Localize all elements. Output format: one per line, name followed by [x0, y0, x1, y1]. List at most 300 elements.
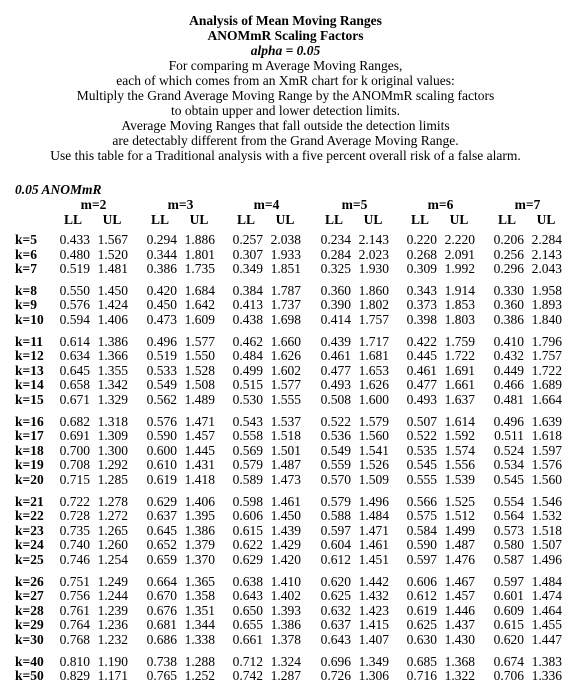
- cell-ul: 1.457: [444, 588, 475, 604]
- cell-ul: 1.602: [270, 362, 301, 378]
- cell-ll: 0.810: [59, 653, 90, 669]
- cell-ul: 1.471: [358, 522, 389, 538]
- cell-ul: 1.461: [270, 493, 301, 509]
- cell-ul: 1.840: [531, 312, 562, 327]
- cell-ll: 0.590: [146, 428, 177, 444]
- cell-ll: 0.674: [493, 653, 524, 669]
- header-alpha: alpha = 0.05: [250, 43, 321, 58]
- cell-ll: 0.681: [146, 617, 177, 633]
- cell-ul: 1.386: [184, 522, 215, 538]
- cell-ll: 0.555: [406, 472, 437, 487]
- cell-ul: 1.309: [97, 428, 128, 444]
- cell-ll: 0.708: [59, 457, 90, 473]
- cell-ll: 0.349: [232, 261, 263, 277]
- cell-ll: 0.579: [320, 493, 351, 509]
- cell-ll: 0.638: [232, 573, 263, 589]
- cell-ll: 0.685: [406, 653, 437, 669]
- cell-ll: 0.550: [59, 282, 90, 298]
- header-title: Analysis of Mean Moving Ranges: [189, 13, 382, 28]
- cell-ll: 0.484: [232, 348, 263, 364]
- cell-ul: 1.933: [270, 246, 301, 262]
- cell-ll: 0.629: [232, 552, 263, 567]
- cell-ul: 1.484: [358, 508, 389, 524]
- cell-ll: 0.622: [232, 537, 263, 553]
- column-header-m: m=6: [427, 197, 454, 212]
- cell-ll: 0.522: [320, 413, 351, 429]
- row-label-k: k=24: [15, 537, 44, 553]
- cell-ll: 0.545: [406, 457, 437, 473]
- cell-ul: 1.351: [184, 602, 215, 618]
- cell-ll: 0.598: [232, 493, 263, 509]
- cell-ul: 1.860: [358, 282, 389, 298]
- row-label-k: k=18: [15, 442, 44, 458]
- cell-ll: 0.735: [59, 522, 90, 538]
- cell-ll: 0.712: [232, 653, 263, 669]
- cell-ul: 1.886: [184, 232, 215, 247]
- cell-ll: 0.606: [232, 508, 263, 524]
- cell-ll: 0.645: [146, 522, 177, 538]
- cell-ul: 2.143: [358, 232, 389, 247]
- cell-ul: 1.344: [184, 617, 215, 633]
- cell-ll: 0.634: [59, 348, 90, 364]
- cell-ul: 1.914: [444, 282, 475, 298]
- cell-ll: 0.625: [320, 588, 351, 604]
- cell-ll: 0.764: [59, 617, 90, 633]
- cell-ll: 0.294: [146, 232, 177, 247]
- cell-ul: 1.437: [444, 617, 475, 633]
- cell-ll: 0.620: [493, 632, 524, 647]
- cell-ll: 0.386: [493, 312, 524, 327]
- cell-ul: 1.496: [358, 493, 389, 509]
- column-header-ul: UL: [363, 212, 383, 227]
- cell-ll: 0.360: [493, 297, 524, 313]
- cell-ll: 0.584: [406, 522, 437, 538]
- row-label-k: k=13: [15, 362, 44, 378]
- cell-ll: 0.519: [59, 261, 90, 277]
- cell-ul: 1.393: [270, 602, 301, 618]
- cell-ul: 1.445: [184, 442, 215, 458]
- cell-ul: 1.383: [531, 653, 562, 669]
- cell-ul: 1.691: [444, 362, 475, 378]
- cell-ll: 0.477: [320, 362, 351, 378]
- cell-ul: 1.423: [358, 602, 389, 618]
- cell-ll: 0.534: [493, 457, 524, 473]
- cell-ul: 1.801: [184, 246, 215, 262]
- cell-ul: 2.091: [444, 246, 475, 262]
- cell-ul: 1.249: [97, 573, 128, 589]
- row-label-k: k=26: [15, 573, 44, 589]
- cell-ul: 1.450: [270, 508, 301, 524]
- cell-ul: 1.550: [184, 348, 215, 364]
- header-line-2: each of which comes from an XmR chart for k original values:: [116, 73, 455, 88]
- cell-ul: 1.386: [270, 617, 301, 633]
- cell-ll: 0.619: [406, 602, 437, 618]
- cell-ul: 1.737: [270, 297, 301, 313]
- cell-ll: 0.610: [146, 457, 177, 473]
- cell-ll: 0.386: [146, 261, 177, 277]
- cell-ll: 0.655: [232, 617, 263, 633]
- cell-ul: 1.618: [531, 428, 562, 444]
- cell-ul: 1.639: [531, 413, 562, 429]
- cell-ll: 0.257: [232, 232, 263, 247]
- cell-ll: 0.615: [232, 522, 263, 538]
- header-line-4: to obtain upper and lower detection limits.: [170, 103, 401, 118]
- cell-ul: 1.322: [444, 668, 475, 684]
- cell-ll: 0.829: [59, 668, 90, 684]
- cell-ul: 1.499: [444, 522, 475, 538]
- cell-ll: 0.559: [320, 457, 351, 473]
- cell-ll: 0.609: [493, 602, 524, 618]
- column-header-m: m=4: [253, 197, 280, 212]
- cell-ll: 0.554: [493, 493, 524, 509]
- column-header-ll: LL: [150, 212, 169, 227]
- row-label-k: k=6: [15, 246, 37, 262]
- cell-ll: 0.671: [59, 392, 90, 407]
- cell-ul: 1.992: [444, 261, 475, 277]
- cell-ul: 1.432: [358, 588, 389, 604]
- cell-ul: 1.476: [444, 552, 475, 567]
- row-label-k: k=21: [15, 493, 44, 509]
- cell-ul: 1.287: [270, 668, 301, 684]
- cell-ul: 1.609: [184, 312, 215, 327]
- cell-ul: 1.796: [531, 333, 562, 349]
- cell-ul: 1.541: [358, 442, 389, 458]
- cell-ll: 0.576: [146, 413, 177, 429]
- cell-ll: 0.612: [406, 588, 437, 604]
- row-label-k: k=17: [15, 428, 44, 444]
- cell-ul: 1.487: [444, 537, 475, 553]
- cell-ul: 1.893: [531, 297, 562, 313]
- cell-ul: 1.278: [97, 493, 128, 509]
- cell-ll: 0.601: [493, 588, 524, 604]
- cell-ul: 1.560: [531, 472, 562, 487]
- column-header-m: m=3: [167, 197, 194, 212]
- cell-ll: 0.296: [493, 261, 524, 277]
- cell-ll: 0.659: [146, 552, 177, 567]
- cell-ll: 0.433: [59, 232, 90, 247]
- cell-ul: 1.457: [184, 428, 215, 444]
- cell-ul: 2.143: [531, 246, 562, 262]
- cell-ll: 0.256: [493, 246, 524, 262]
- cell-ll: 0.686: [146, 632, 177, 647]
- cell-ll: 0.536: [320, 428, 351, 444]
- cell-ll: 0.768: [59, 632, 90, 647]
- cell-ul: 1.439: [270, 522, 301, 538]
- cell-ll: 0.716: [406, 668, 437, 684]
- cell-ul: 1.509: [358, 472, 389, 487]
- cell-ul: 1.930: [358, 261, 389, 277]
- cell-ll: 0.637: [146, 508, 177, 524]
- cell-ul: 1.518: [270, 428, 301, 444]
- cell-ll: 0.496: [146, 333, 177, 349]
- column-header-m: m=7: [514, 197, 541, 212]
- cell-ul: 1.431: [184, 457, 215, 473]
- cell-ll: 0.761: [59, 602, 90, 618]
- cell-ul: 1.664: [531, 392, 562, 407]
- column-header-ul: UL: [536, 212, 556, 227]
- cell-ll: 0.496: [493, 413, 524, 429]
- cell-ul: 1.410: [270, 573, 301, 589]
- cell-ul: 1.958: [531, 282, 562, 298]
- cell-ul: 1.329: [97, 392, 128, 407]
- cell-ul: 1.525: [444, 493, 475, 509]
- header-line-5: Average Moving Ranges that fall outside the detection limits: [121, 118, 450, 133]
- cell-ll: 0.545: [493, 472, 524, 487]
- cell-ul: 1.626: [270, 348, 301, 364]
- cell-ul: 1.260: [97, 537, 128, 553]
- cell-ll: 0.590: [406, 537, 437, 553]
- cell-ll: 0.445: [406, 348, 437, 364]
- cell-ll: 0.606: [406, 573, 437, 589]
- cell-ll: 0.645: [59, 362, 90, 378]
- cell-ul: 1.451: [358, 552, 389, 567]
- cell-ll: 0.461: [406, 362, 437, 378]
- cell-ul: 1.450: [97, 282, 128, 298]
- cell-ll: 0.493: [320, 377, 351, 393]
- cell-ul: 1.537: [270, 413, 301, 429]
- cell-ll: 0.524: [493, 442, 524, 458]
- row-label-k: k=14: [15, 377, 44, 393]
- cell-ll: 0.462: [232, 333, 263, 349]
- cell-ll: 0.360: [320, 282, 351, 298]
- cell-ll: 0.522: [406, 428, 437, 444]
- cell-ul: 1.471: [184, 413, 215, 429]
- cell-ul: 1.442: [358, 573, 389, 589]
- cell-ul: 1.467: [444, 573, 475, 589]
- cell-ll: 0.664: [146, 573, 177, 589]
- cell-ul: 1.306: [358, 668, 389, 684]
- cell-ll: 0.493: [406, 392, 437, 407]
- cell-ll: 0.765: [146, 668, 177, 684]
- cell-ul: 1.722: [444, 348, 475, 364]
- cell-ll: 0.619: [146, 472, 177, 487]
- row-label-k: k=15: [15, 392, 44, 407]
- column-header-ll: LL: [324, 212, 343, 227]
- cell-ul: 1.518: [531, 522, 562, 538]
- cell-ul: 1.853: [444, 297, 475, 313]
- table-title: 0.05 ANOMmR: [15, 182, 102, 197]
- column-header-m: m=2: [80, 197, 107, 212]
- cell-ll: 0.519: [146, 348, 177, 364]
- cell-ll: 0.477: [406, 377, 437, 393]
- cell-ll: 0.597: [493, 573, 524, 589]
- cell-ul: 1.455: [531, 617, 562, 633]
- cell-ul: 1.407: [358, 632, 389, 647]
- cell-ul: 1.574: [444, 442, 475, 458]
- cell-ll: 0.466: [493, 377, 524, 393]
- cell-ll: 0.588: [320, 508, 351, 524]
- page-header: [0, 13, 571, 163]
- cell-ll: 0.751: [59, 573, 90, 589]
- cell-ll: 0.410: [493, 333, 524, 349]
- cell-ll: 0.206: [493, 232, 524, 247]
- cell-ll: 0.533: [146, 362, 177, 378]
- column-header-ll: LL: [497, 212, 516, 227]
- cell-ul: 1.378: [270, 632, 301, 647]
- cell-ul: 1.802: [358, 297, 389, 313]
- cell-ll: 0.461: [320, 348, 351, 364]
- cell-ul: 1.366: [97, 348, 128, 364]
- cell-ll: 0.535: [406, 442, 437, 458]
- cell-ul: 1.597: [531, 442, 562, 458]
- cell-ul: 1.546: [531, 493, 562, 509]
- cell-ul: 1.489: [184, 392, 215, 407]
- row-label-k: k=40: [15, 653, 44, 669]
- cell-ll: 0.398: [406, 312, 437, 327]
- column-header-ll: LL: [63, 212, 82, 227]
- cell-ll: 0.344: [146, 246, 177, 262]
- row-label-k: k=23: [15, 522, 44, 538]
- cell-ll: 0.726: [320, 668, 351, 684]
- cell-ul: 1.368: [444, 653, 475, 669]
- cell-ll: 0.575: [406, 508, 437, 524]
- cell-ul: 1.370: [184, 552, 215, 567]
- cell-ll: 0.700: [59, 442, 90, 458]
- cell-ll: 0.422: [406, 333, 437, 349]
- cell-ll: 0.449: [493, 362, 524, 378]
- cell-ul: 1.722: [531, 362, 562, 378]
- cell-ul: 1.424: [97, 297, 128, 313]
- cell-ll: 0.481: [493, 392, 524, 407]
- cell-ll: 0.325: [320, 261, 351, 277]
- cell-ul: 1.232: [97, 632, 128, 647]
- column-header-ul: UL: [449, 212, 469, 227]
- cell-ul: 1.418: [184, 472, 215, 487]
- cell-ul: 1.528: [184, 362, 215, 378]
- cell-ul: 2.220: [444, 232, 475, 247]
- cell-ll: 0.220: [406, 232, 437, 247]
- cell-ll: 0.643: [232, 588, 263, 604]
- row-label-k: k=19: [15, 457, 44, 473]
- cell-ll: 0.507: [406, 413, 437, 429]
- cell-ll: 0.630: [406, 632, 437, 647]
- column-header-ll: LL: [410, 212, 429, 227]
- cell-ll: 0.566: [406, 493, 437, 509]
- cell-ul: 1.473: [270, 472, 301, 487]
- cell-ll: 0.620: [320, 573, 351, 589]
- cell-ll: 0.706: [493, 668, 524, 684]
- cell-ul: 1.338: [184, 632, 215, 647]
- cell-ul: 1.851: [270, 261, 301, 277]
- cell-ll: 0.614: [59, 333, 90, 349]
- cell-ll: 0.439: [320, 333, 351, 349]
- cell-ll: 0.432: [493, 348, 524, 364]
- cell-ul: 1.254: [97, 552, 128, 567]
- cell-ul: 1.579: [358, 413, 389, 429]
- cell-ul: 1.757: [358, 312, 389, 327]
- cell-ul: 1.236: [97, 617, 128, 633]
- cell-ul: 1.420: [270, 552, 301, 567]
- cell-ll: 0.658: [59, 377, 90, 393]
- row-label-k: k=11: [15, 333, 43, 349]
- header-line-3: Multiply the Grand Average Moving Range by the ANOMmR scaling factors: [76, 88, 495, 103]
- row-label-k: k=27: [15, 588, 44, 604]
- cell-ul: 1.592: [444, 428, 475, 444]
- cell-ll: 0.508: [320, 392, 351, 407]
- cell-ul: 1.637: [444, 392, 475, 407]
- cell-ul: 1.507: [531, 537, 562, 553]
- cell-ll: 0.738: [146, 653, 177, 669]
- cell-ul: 1.265: [97, 522, 128, 538]
- cell-ll: 0.670: [146, 588, 177, 604]
- row-label-k: k=20: [15, 472, 44, 487]
- cell-ll: 0.580: [493, 537, 524, 553]
- row-label-k: k=9: [15, 297, 37, 313]
- cell-ul: 1.461: [358, 537, 389, 553]
- cell-ll: 0.234: [320, 232, 351, 247]
- cell-ll: 0.543: [232, 413, 263, 429]
- cell-ul: 1.614: [444, 413, 475, 429]
- cell-ll: 0.597: [406, 552, 437, 567]
- cell-ul: 1.171: [97, 668, 128, 684]
- cell-ll: 0.473: [146, 312, 177, 327]
- header-line-1: For comparing m Average Moving Ranges,: [168, 58, 403, 73]
- cell-ll: 0.615: [493, 617, 524, 633]
- cell-ll: 0.740: [59, 537, 90, 553]
- cell-ll: 0.499: [232, 362, 263, 378]
- cell-ll: 0.330: [493, 282, 524, 298]
- row-label-k: k=50: [15, 668, 44, 684]
- cell-ul: 1.447: [531, 632, 562, 647]
- cell-ll: 0.413: [232, 297, 263, 313]
- cell-ul: 1.508: [184, 377, 215, 393]
- row-label-k: k=12: [15, 348, 44, 364]
- column-header-ll: LL: [236, 212, 255, 227]
- cell-ll: 0.682: [59, 413, 90, 429]
- cell-ll: 0.579: [232, 457, 263, 473]
- row-label-k: k=16: [15, 413, 44, 429]
- cell-ul: 1.429: [270, 537, 301, 553]
- cell-ul: 1.539: [444, 472, 475, 487]
- cell-ul: 1.395: [184, 508, 215, 524]
- cell-ul: 1.474: [531, 588, 562, 604]
- header-line-6: are detectably different from the Grand Average Moving Range.: [112, 133, 459, 148]
- cell-ul: 1.379: [184, 537, 215, 553]
- cell-ll: 0.594: [59, 312, 90, 327]
- cell-ul: 1.520: [97, 246, 128, 262]
- cell-ul: 1.560: [358, 428, 389, 444]
- cell-ll: 0.742: [232, 668, 263, 684]
- cell-ul: 1.336: [531, 668, 562, 684]
- cell-ul: 1.324: [270, 653, 301, 669]
- cell-ul: 1.661: [444, 377, 475, 393]
- cell-ul: 1.577: [184, 333, 215, 349]
- cell-ll: 0.570: [320, 472, 351, 487]
- cell-ul: 1.532: [531, 508, 562, 524]
- cell-ul: 1.757: [531, 348, 562, 364]
- cell-ll: 0.696: [320, 653, 351, 669]
- cell-ll: 0.309: [406, 261, 437, 277]
- header-subtitle: ANOMmR Scaling Factors: [207, 28, 364, 43]
- row-label-k: k=8: [15, 282, 37, 298]
- cell-ll: 0.569: [232, 442, 263, 458]
- cell-ul: 1.300: [97, 442, 128, 458]
- cell-ll: 0.676: [146, 602, 177, 618]
- cell-ll: 0.625: [406, 617, 437, 633]
- cell-ul: 1.190: [97, 653, 128, 669]
- cell-ul: 1.365: [184, 573, 215, 589]
- cell-ll: 0.576: [59, 297, 90, 313]
- row-label-k: k=29: [15, 617, 44, 633]
- cell-ll: 0.637: [320, 617, 351, 633]
- cell-ul: 1.653: [358, 362, 389, 378]
- cell-ll: 0.373: [406, 297, 437, 313]
- cell-ul: 2.043: [531, 261, 562, 277]
- cell-ll: 0.414: [320, 312, 351, 327]
- cell-ul: 1.576: [531, 457, 562, 473]
- row-label-k: k=30: [15, 632, 44, 647]
- cell-ul: 1.318: [97, 413, 128, 429]
